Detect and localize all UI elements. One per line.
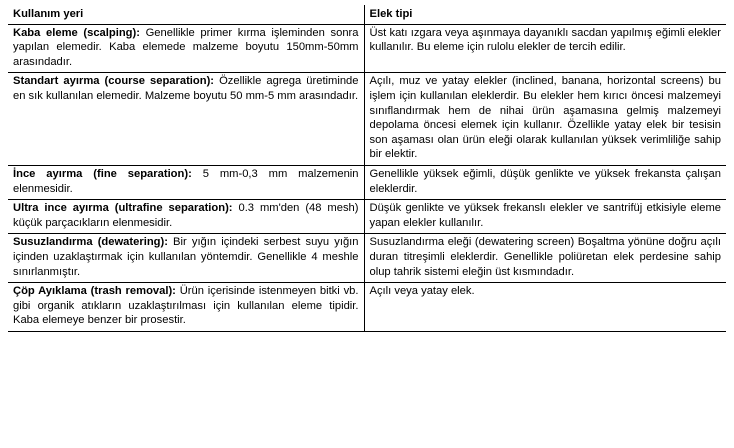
usage-term: Kaba eleme (scalping):	[13, 26, 140, 39]
sieve-type-cell: Düşük genlikte ve yüksek frekanslı elekler ve santrifüj etkisiyle eleme yapan elekler kullanılır.	[364, 200, 726, 234]
usage-term: Susuzlandırma (dewatering):	[13, 236, 168, 249]
usage-cell	[8, 283, 364, 332]
usage-cell	[8, 200, 364, 234]
usage-cell	[8, 24, 364, 73]
usage-cell	[8, 165, 364, 199]
usage-description: Genellikle primer kırma işleminden sonra yapılan elemedir. Kaba elemede malzeme boyutu 150mm-50mm arasındadır.	[13, 26, 359, 68]
sieve-usage-table	[8, 5, 726, 332]
sieve-type-cell: Üst katı ızgara veya aşınmaya dayanıklı sacdan yapılmış eğimli elekler kullanılır. Bu eleme için rulolu elekler de tercih edilir.	[364, 24, 726, 73]
sieve-type-cell: Genellikle yüksek eğimli, düşük genlikte ve yüksek frekansta çalışan eleklerdir.	[364, 165, 726, 199]
sieve-type-cell: Açılı veya yatay elek.	[364, 283, 726, 332]
usage-cell	[8, 73, 364, 166]
table-row	[8, 283, 726, 332]
table-row	[8, 165, 726, 199]
usage-description: 0.3 mm'den (48 mesh) küçük parçacıkların elenmesidir.	[13, 202, 359, 229]
usage-description: Bir yığın içindeki serbest suyu yığın içinden uzaklaştırmak için kullanılan yöntemdir. Genellikle 4 meshle sınırlanmıştır.	[13, 236, 359, 278]
table-header-row	[8, 5, 726, 24]
table-row	[8, 234, 726, 283]
usage-term: İnce ayırma (fine separation):	[13, 167, 192, 180]
header-sieve-type: Elek tipi	[364, 5, 726, 24]
sieve-type-cell: Açılı, muz ve yatay elekler (inclined, banana, horizontal screens) bu işlem için kullanılan eleklerdir. Bu elekler hem kırıcı öncesi malzemeyi sınıflandırmak hem de nihai ürün aşamasına gelmiş malzemeyi depolama öncesi elemek için kullanır. Özellikle yatay elek bir tesisin son aşaması olan ürün eleği olarak kullanılan yüksek verimliliğe sahip bir elektir.	[364, 73, 726, 166]
table-row	[8, 200, 726, 234]
usage-description: 5 mm-0,3 mm malzemenin elenmesidir.	[13, 167, 359, 195]
usage-term: Ultra ince ayırma (ultrafine separation):	[13, 202, 233, 215]
usage-description: Özellikle agrega üretiminde en sık kullanılan elemedir. Malzeme boyutu 50 mm-5 mm arasındadır.	[13, 75, 359, 102]
sieve-type-cell: Susuzlandırma eleği (dewatering screen) Boşaltma yönüne doğru açılı duran titreşimli eleklerdir. Genellikle poliüretan elek perdesine sahip olup tahrik sistemi eleğin üst kısmındadır.	[364, 234, 726, 283]
header-usage-location: Kullanım yeri	[8, 5, 364, 24]
table-row	[8, 73, 726, 166]
usage-term: Çöp Ayıklama (trash removal):	[13, 285, 176, 298]
table-row	[8, 24, 726, 73]
usage-description: Ürün içerisinde istenmeyen bitki vb. gibi organik atıkların uzaklaştırılması için kullanılan eleme tipidir. Kaba elemeye benzer bir prosestir.	[13, 285, 359, 327]
usage-term: Standart ayırma (course separation):	[13, 75, 215, 88]
usage-cell	[8, 234, 364, 283]
